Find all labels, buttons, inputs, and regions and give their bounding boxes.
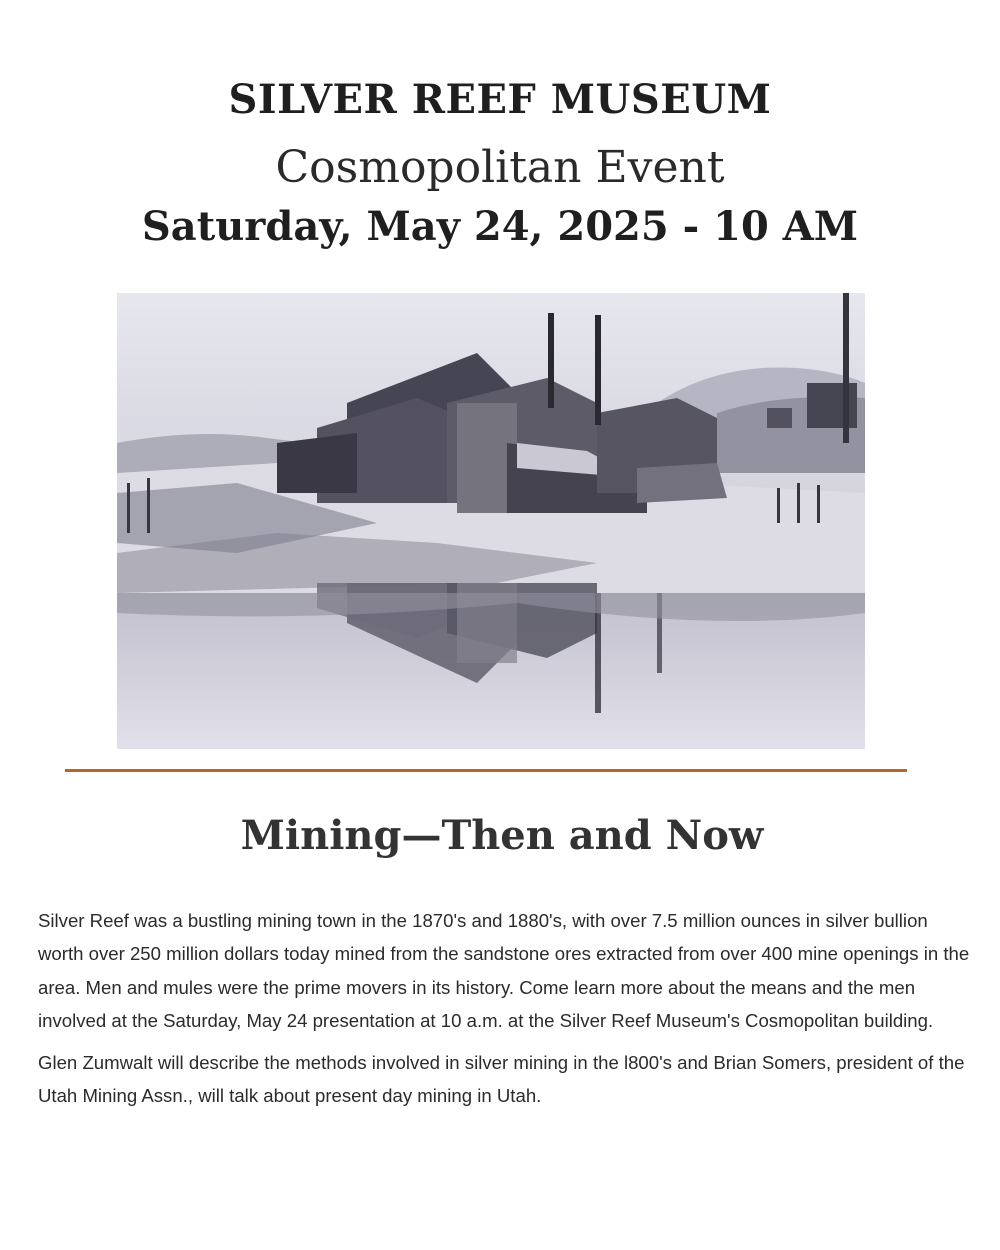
section-divider	[65, 769, 907, 772]
event-date-time: Saturday, May 24, 2025 - 10 AM	[141, 203, 859, 250]
article-body	[38, 904, 978, 1120]
body-paragraph-2: Glen Zumwalt will describe the methods involved in silver mining in the l800's and Brian Somers, president of the Utah Mining Assn., will talk about present day mining in Utah.	[38, 1051, 965, 1107]
event-title: SILVER REEF MUSEUM	[228, 76, 772, 123]
historic-mining-mill-photo	[117, 293, 865, 749]
section-heading: Mining—Then and Now	[240, 812, 764, 859]
mill-photo-illustration	[117, 293, 865, 749]
event-subtitle: Cosmopolitan Event	[275, 142, 725, 193]
body-paragraph-1: Silver Reef was a bustling mining town in the 1870's and 1880's, with over 7.5 million ounces in silver bullion worth over 250 million dollars today mined from the sandstone ores extracted from over 400 mine openings in the area. Men and mules were the prime movers in its history. Come learn more about the means and the men involved at the Saturday, May 24 presentation at 10 a.m. at the Silver Reef Museum's Cosmopolitan building.	[38, 910, 970, 1032]
